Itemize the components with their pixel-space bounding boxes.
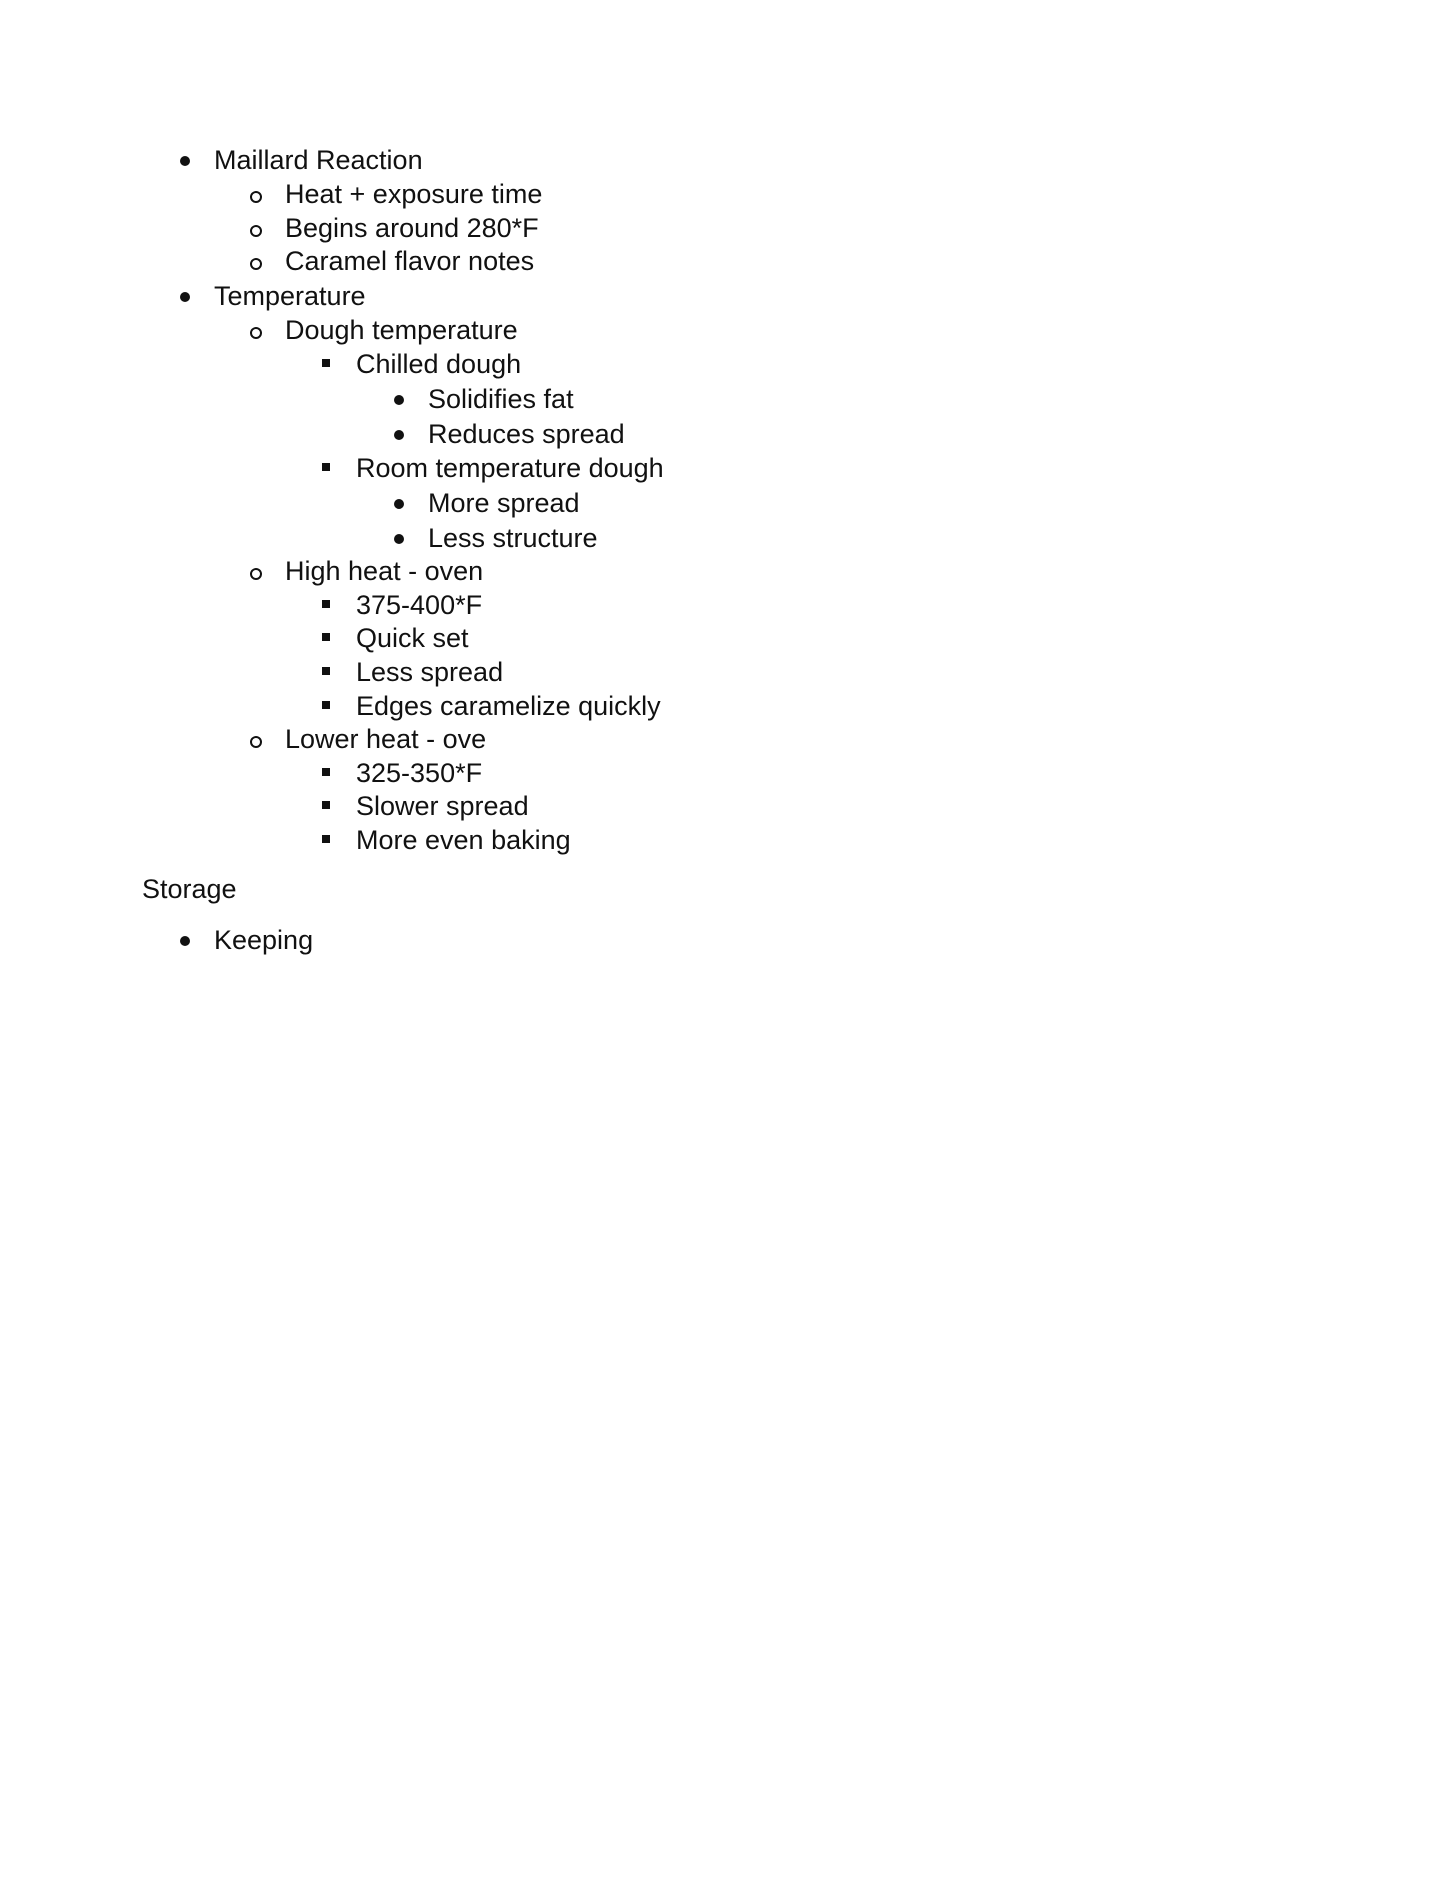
list-item-label: Less structure bbox=[428, 523, 598, 553]
list-item-label: More spread bbox=[428, 488, 580, 518]
list-item-label: Room temperature dough bbox=[356, 453, 664, 483]
square-bullet-icon bbox=[322, 768, 330, 776]
list-item-label: Less spread bbox=[356, 657, 504, 687]
list-item-label: Keeping bbox=[214, 925, 314, 955]
list-item-label: 325-350*F bbox=[356, 758, 483, 788]
circle-bullet-icon bbox=[250, 225, 262, 237]
list-item-label: Heat + exposure time bbox=[285, 179, 543, 209]
list-item-label: More even baking bbox=[356, 825, 571, 855]
disc-bullet-icon bbox=[180, 292, 190, 302]
square-bullet-icon bbox=[322, 835, 330, 843]
list-item-label: Solidifies fat bbox=[428, 384, 574, 414]
square-bullet-icon bbox=[322, 701, 330, 709]
square-bullet-icon bbox=[322, 667, 330, 675]
circle-bullet-icon bbox=[250, 258, 262, 270]
list-item-label: Caramel flavor notes bbox=[285, 246, 535, 276]
circle-bullet-icon bbox=[250, 327, 262, 339]
list-item-label: Maillard Reaction bbox=[214, 145, 423, 175]
list-item-label: Edges caramelize quickly bbox=[356, 691, 661, 721]
list-item-label: Dough temperature bbox=[285, 315, 518, 345]
list-item-label: Reduces spread bbox=[428, 419, 625, 449]
disc-bullet-icon bbox=[180, 936, 190, 946]
square-bullet-icon bbox=[322, 463, 330, 471]
list-item-label: Temperature bbox=[214, 281, 366, 311]
disc-bullet-icon bbox=[394, 534, 404, 544]
square-bullet-icon bbox=[322, 600, 330, 608]
disc-bullet-icon bbox=[394, 430, 404, 440]
list-item-label: Begins around 280*F bbox=[285, 213, 539, 243]
circle-bullet-icon bbox=[250, 736, 262, 748]
disc-bullet-icon bbox=[394, 395, 404, 405]
list-item-label: 375-400*F bbox=[356, 590, 483, 620]
section-heading: Storage bbox=[142, 874, 237, 904]
square-bullet-icon bbox=[322, 801, 330, 809]
square-bullet-icon bbox=[322, 633, 330, 641]
circle-bullet-icon bbox=[250, 191, 262, 203]
list-item-label: Chilled dough bbox=[356, 349, 522, 379]
list-item-label: Slower spread bbox=[356, 791, 529, 821]
disc-bullet-icon bbox=[180, 156, 190, 166]
square-bullet-icon bbox=[322, 359, 330, 367]
list-item-label: High heat - oven bbox=[285, 556, 484, 586]
list-item-label: Lower heat - ove bbox=[285, 724, 487, 754]
list-item-label: Quick set bbox=[356, 623, 469, 653]
disc-bullet-icon bbox=[394, 499, 404, 509]
circle-bullet-icon bbox=[250, 568, 262, 580]
